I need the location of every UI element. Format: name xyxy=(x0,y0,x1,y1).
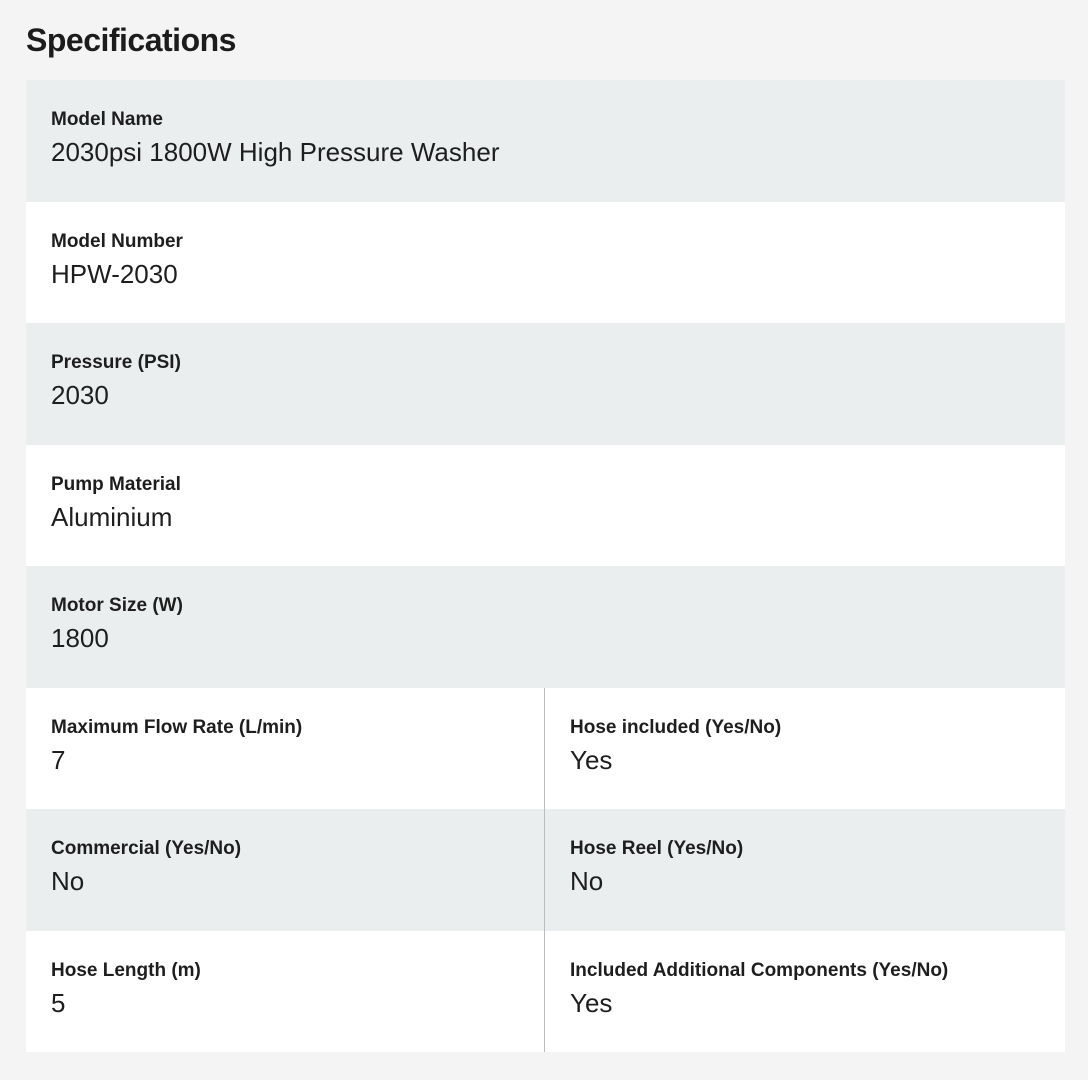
spec-value: 7 xyxy=(51,744,66,775)
spec-value: HPW-2030 xyxy=(51,258,178,289)
spec-cell-hose-reel xyxy=(545,809,1065,931)
section-title: Specifications xyxy=(26,22,236,58)
spec-cell-hose-length xyxy=(26,931,545,1053)
spec-row-motor-size xyxy=(26,566,1065,688)
spec-cell-hose-included xyxy=(545,688,1065,810)
spec-cell-pressure xyxy=(26,323,1065,445)
spec-label: Maximum Flow Rate (L/min) xyxy=(51,716,303,738)
spec-row-commercial-reel xyxy=(26,809,1065,931)
spec-row-pump-material xyxy=(26,445,1065,567)
spec-cell-pump-material xyxy=(26,445,1065,567)
spec-cell-model-name xyxy=(26,80,1065,202)
spec-value: Yes xyxy=(570,744,613,775)
spec-label: Motor Size (W) xyxy=(51,595,183,616)
spec-value: Aluminium xyxy=(51,501,173,532)
spec-label: Commercial (Yes/No) xyxy=(51,838,242,859)
spec-row-length-components xyxy=(26,931,1065,1053)
spec-label: Model Number xyxy=(51,230,183,252)
spec-value: No xyxy=(570,866,604,896)
spec-value: 5 xyxy=(51,987,66,1018)
spec-value: 2030 xyxy=(51,380,109,410)
spec-label: Hose included (Yes/No) xyxy=(570,716,782,738)
spec-value: 1800 xyxy=(51,623,109,653)
spec-row-pressure xyxy=(26,323,1065,445)
spec-label: Included Additional Components (Yes/No) xyxy=(570,959,949,981)
spec-value: Yes xyxy=(570,987,613,1018)
spec-cell-max-flow-rate xyxy=(26,688,545,810)
specifications-table xyxy=(26,80,1065,1052)
spec-cell-motor-size xyxy=(26,566,1065,688)
spec-label: Hose Reel (Yes/No) xyxy=(570,838,744,859)
spec-value: No xyxy=(51,866,85,896)
spec-label: Pump Material xyxy=(51,473,181,495)
spec-value: 2030psi 1800W High Pressure Washer xyxy=(51,137,500,167)
spec-row-model-number xyxy=(26,202,1065,324)
spec-label: Pressure (PSI) xyxy=(51,352,181,373)
spec-label: Hose Length (m) xyxy=(51,959,201,981)
spec-cell-commercial xyxy=(26,809,545,931)
spec-cell-additional-components xyxy=(545,931,1065,1053)
spec-cell-model-number xyxy=(26,202,1065,324)
spec-label: Model Name xyxy=(51,109,163,130)
spec-row-flow-hose xyxy=(26,688,1065,810)
spec-row-model-name xyxy=(26,80,1065,202)
